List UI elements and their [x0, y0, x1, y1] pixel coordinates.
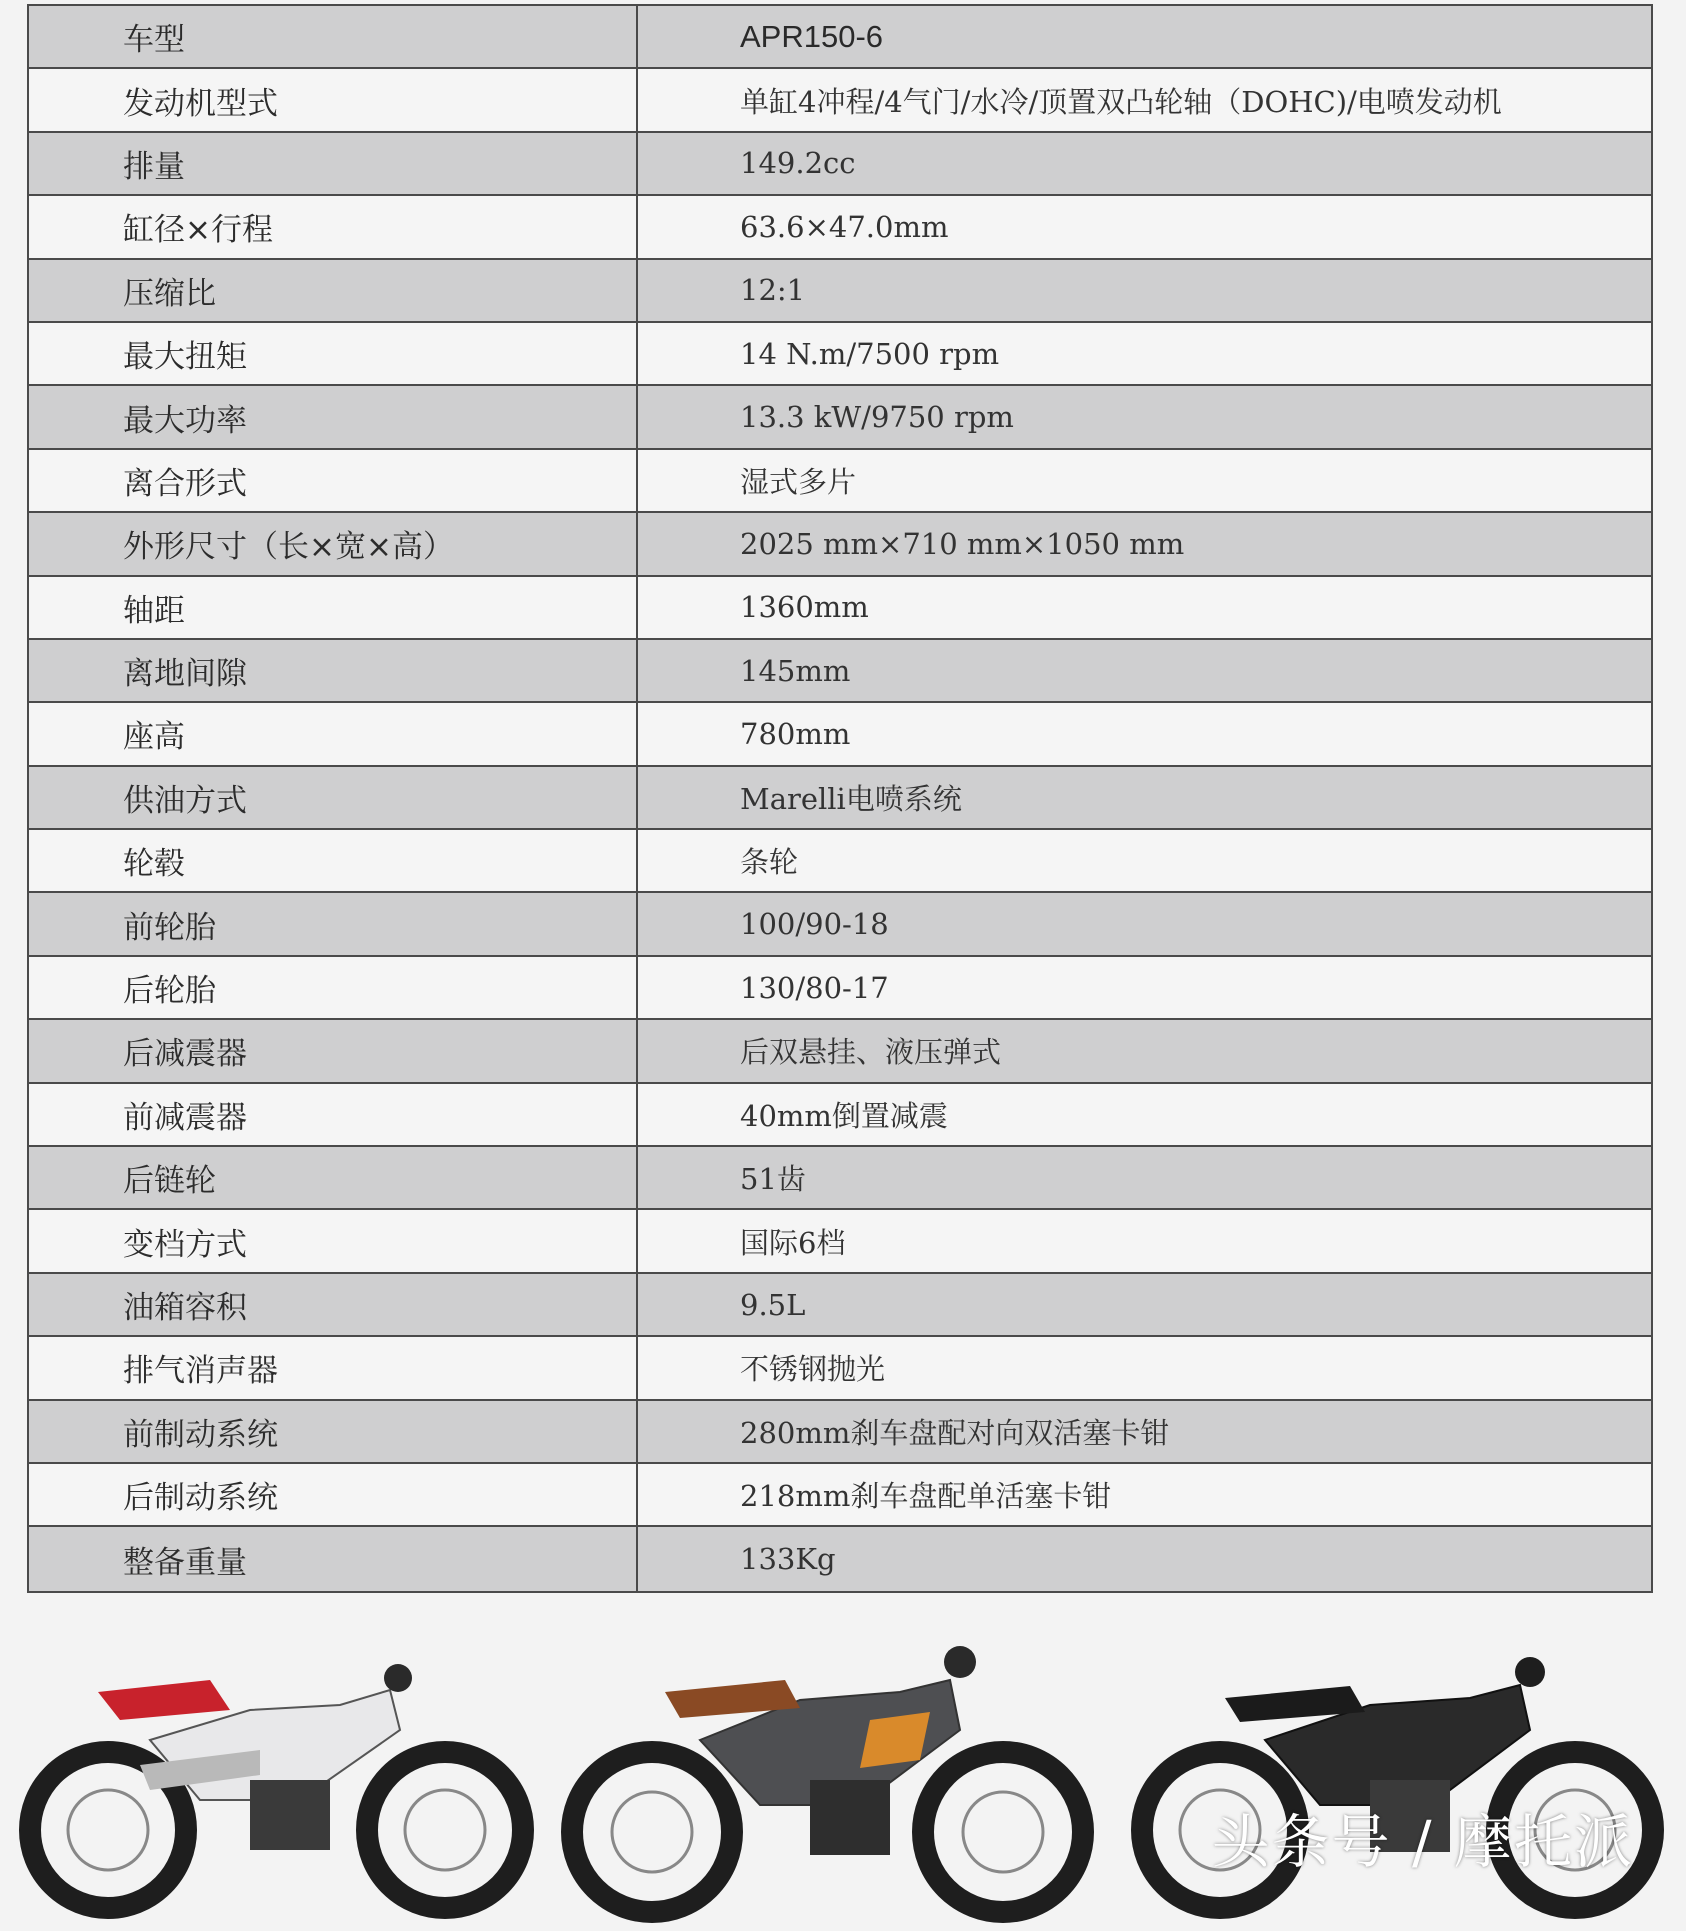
table-row — [29, 513, 1651, 576]
spec-label: 最大扭矩 — [29, 323, 638, 384]
spec-value: 湿式多片 — [740, 464, 857, 499]
table-row — [29, 1147, 1651, 1210]
table-row — [29, 830, 1651, 893]
spec-label: 排量 — [29, 133, 638, 194]
table-row — [29, 1464, 1651, 1527]
spec-label: 轮毂 — [29, 830, 638, 891]
spec-label: 发动机型式 — [29, 69, 638, 130]
spec-value: 2025 mm×710 mm×1050 mm — [740, 526, 1185, 561]
table-row — [29, 640, 1651, 703]
motorcycle-photos — [0, 1600, 1686, 1931]
spec-value: 149.2cc — [740, 146, 856, 181]
spec-label: 最大功率 — [29, 386, 638, 447]
spec-label: 缸径×行程 — [29, 196, 638, 257]
table-row — [29, 957, 1651, 1020]
spec-value: Marelli电喷系统 — [740, 781, 962, 816]
spec-label: 前轮胎 — [29, 893, 638, 954]
table-row — [29, 767, 1651, 830]
spec-value: 后双悬挂、液压弹式 — [740, 1035, 1002, 1070]
spec-label: 前制动系统 — [29, 1401, 638, 1462]
table-row — [29, 196, 1651, 259]
table-row — [29, 386, 1651, 449]
table-row — [29, 893, 1651, 956]
watermark: 头条号 / 摩托派 — [1211, 1808, 1634, 1876]
spec-value: 13.3 kW/9750 rpm — [740, 400, 1014, 435]
table-row — [29, 260, 1651, 323]
spec-label: 供油方式 — [29, 767, 638, 828]
table-row — [29, 1274, 1651, 1337]
spec-label: 后轮胎 — [29, 957, 638, 1018]
spec-value: 国际6档 — [740, 1225, 846, 1260]
header-value: APR150-6 — [740, 18, 884, 54]
motorcycle-grey-brown — [572, 1646, 1083, 1912]
spec-value: 145mm — [740, 653, 851, 688]
spec-value: 1360mm — [740, 590, 869, 625]
spec-value: 条轮 — [740, 845, 799, 880]
spec-label: 前减震器 — [29, 1084, 638, 1145]
spec-label: 整备重量 — [29, 1527, 638, 1590]
spec-label: 后链轮 — [29, 1147, 638, 1208]
table-row — [29, 1084, 1651, 1147]
spec-label: 离地间隙 — [29, 640, 638, 701]
table-row — [29, 1337, 1651, 1400]
spec-label: 座高 — [29, 703, 638, 764]
table-row — [29, 577, 1651, 640]
spec-value: 280mm刹车盘配对向双活塞卡钳 — [740, 1415, 1170, 1450]
table-row — [29, 69, 1651, 132]
spec-label: 变档方式 — [29, 1210, 638, 1271]
spec-value: 9.5L — [740, 1287, 806, 1322]
spec-value: 63.6×47.0mm — [740, 209, 949, 244]
spec-value: 51齿 — [740, 1162, 806, 1197]
spec-label: 排气消声器 — [29, 1337, 638, 1398]
spec-value: 不锈钢抛光 — [740, 1352, 886, 1387]
spec-value: 14 N.m/7500 rpm — [740, 336, 1000, 371]
spec-value: 100/90-18 — [740, 907, 889, 942]
spec-value: 133Kg — [740, 1542, 836, 1577]
spec-value: 40mm倒置减震 — [740, 1098, 948, 1133]
spec-value: 218mm刹车盘配单活塞卡钳 — [740, 1479, 1112, 1514]
spec-value: 12:1 — [740, 273, 806, 308]
spec-label: 压缩比 — [29, 260, 638, 321]
motorcycle-white-red — [30, 1664, 523, 1908]
spec-label: 油箱容积 — [29, 1274, 638, 1335]
table-row — [29, 133, 1651, 196]
spec-value: 780mm — [740, 716, 851, 751]
table-row — [29, 1020, 1651, 1083]
spec-table — [27, 4, 1653, 1593]
spec-label: 离合形式 — [29, 450, 638, 511]
spec-value: 单缸4冲程/4气门/水冷/顶置双凸轮轴（DOHC)/电喷发动机 — [740, 84, 1502, 119]
spec-label: 轴距 — [29, 577, 638, 638]
table-row — [29, 1401, 1651, 1464]
table-row — [29, 1210, 1651, 1273]
table-row — [29, 1527, 1651, 1590]
table-row — [29, 450, 1651, 513]
spec-label: 外形尺寸（长×宽×高） — [29, 513, 638, 574]
table-row — [29, 323, 1651, 386]
spec-value: 130/80-17 — [740, 970, 889, 1005]
spec-label: 后制动系统 — [29, 1464, 638, 1525]
table-header-row — [29, 6, 1651, 69]
spec-label: 后减震器 — [29, 1020, 638, 1081]
table-row — [29, 703, 1651, 766]
header-label: 车型 — [29, 6, 638, 67]
